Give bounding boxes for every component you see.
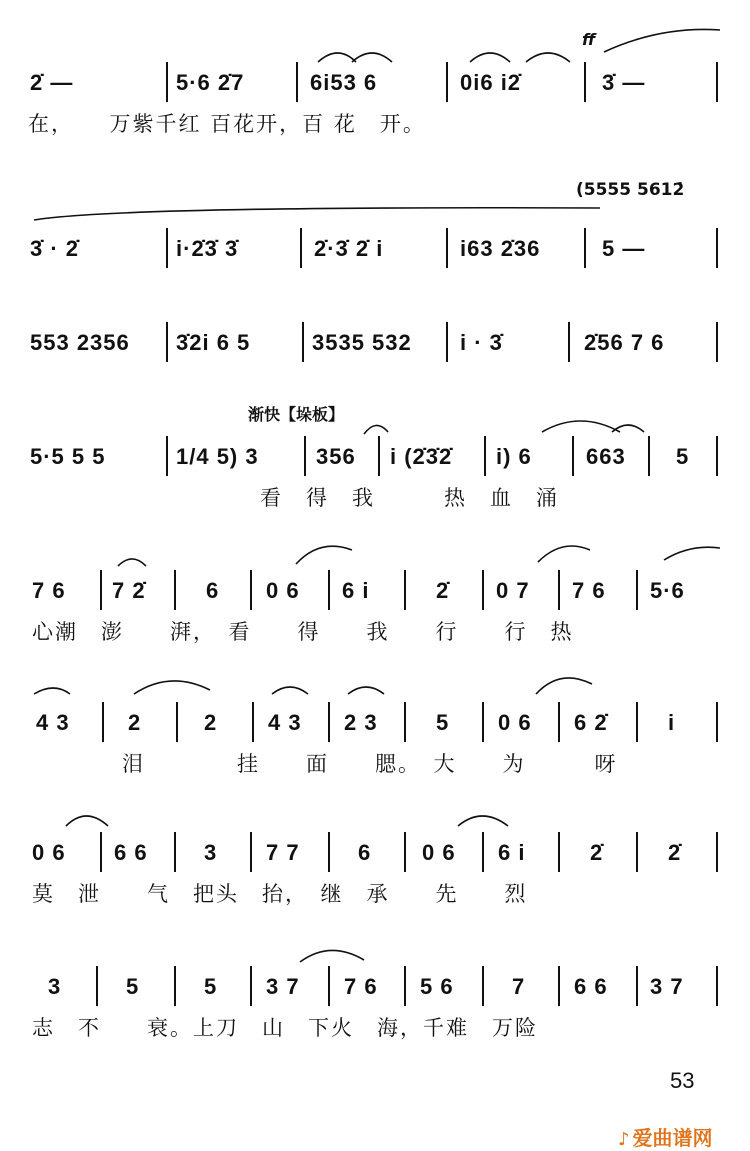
barline xyxy=(166,228,168,268)
measure: 5 6 xyxy=(420,974,454,999)
barline xyxy=(174,832,176,872)
slur xyxy=(300,950,364,962)
measure: i · 3̇ xyxy=(460,330,503,355)
measure: 7 6 xyxy=(344,974,378,999)
measure: i63 2̇36 xyxy=(460,236,541,261)
measure: 0 6 xyxy=(498,710,532,735)
barline xyxy=(328,570,330,610)
watermark-text: 爱曲谱网 xyxy=(632,1126,713,1150)
measure: 3 7 xyxy=(266,974,300,999)
barline xyxy=(572,436,574,476)
barline xyxy=(166,62,168,102)
barline xyxy=(648,436,650,476)
lyrics: 在， 万紫千红 百花开，百 花 开。 xyxy=(28,112,426,136)
measure: 0 6 xyxy=(32,840,66,865)
measure: 2̇ — xyxy=(30,70,74,95)
measure: 5 xyxy=(204,974,218,999)
slur xyxy=(664,547,720,560)
barline xyxy=(558,966,560,1006)
watermark-logo xyxy=(618,1122,713,1151)
music-note-icon: ♪ xyxy=(618,1129,630,1150)
lyrics: 心潮 澎 湃， 看 得 我 行 行 热 xyxy=(32,620,574,644)
barline xyxy=(482,570,484,610)
measure: 7 2̇ xyxy=(112,578,146,603)
measure: 6 xyxy=(206,578,220,603)
slur xyxy=(134,681,210,694)
measure: 6 xyxy=(358,840,372,865)
barline xyxy=(636,832,638,872)
measure: 0 6 xyxy=(266,578,300,603)
slur xyxy=(66,816,108,826)
barline xyxy=(304,436,306,476)
barline-end xyxy=(716,436,718,476)
page-number: 53 xyxy=(670,1068,695,1093)
slur xyxy=(364,425,388,434)
measure: 2 xyxy=(204,710,218,735)
measure: i xyxy=(668,710,676,735)
staff xyxy=(28,322,718,362)
barline-end xyxy=(716,832,718,872)
barline xyxy=(636,570,638,610)
measure: 7 7 xyxy=(266,840,300,865)
barline-end xyxy=(716,702,718,742)
staff xyxy=(28,570,718,610)
barline xyxy=(300,228,302,268)
barline xyxy=(636,966,638,1006)
slur xyxy=(612,425,644,432)
barline xyxy=(166,436,168,476)
staff xyxy=(28,436,718,476)
barline xyxy=(100,570,102,610)
barline xyxy=(446,62,448,102)
slur xyxy=(352,53,392,62)
barline xyxy=(568,322,570,362)
barline xyxy=(328,966,330,1006)
measure: 5 — xyxy=(602,236,646,261)
measure: 5·6 xyxy=(650,578,685,603)
measure: 1/4 5) 3 xyxy=(176,444,259,469)
bracket-annotation: (5555 5612̇ xyxy=(576,180,685,200)
measure: 663 xyxy=(586,444,626,469)
barline xyxy=(302,322,304,362)
staff xyxy=(28,966,718,1006)
measure: 3̇2i 6 5 xyxy=(176,330,251,355)
barline xyxy=(250,832,252,872)
barline xyxy=(174,966,176,1006)
lyrics: 志 不 衰。上刀 山 下火 海，千难 万险 xyxy=(32,1016,538,1040)
barline-end xyxy=(716,228,718,268)
barline xyxy=(296,62,298,102)
staff xyxy=(28,228,718,268)
measure: 6i53 6 xyxy=(310,70,378,95)
barline xyxy=(96,966,98,1006)
measure: 0 7 xyxy=(496,578,530,603)
measure: 553 2356 xyxy=(30,330,130,355)
slur xyxy=(118,559,146,566)
barline xyxy=(328,832,330,872)
measure: 2 xyxy=(128,710,142,735)
dynamic-marking: ff xyxy=(582,30,596,49)
measure: 2̇ xyxy=(590,840,604,865)
measure: 5·6 2̇7 xyxy=(176,70,245,95)
slur xyxy=(604,29,720,52)
measure: 0 6 xyxy=(422,840,456,865)
barline xyxy=(558,702,560,742)
slur xyxy=(458,816,508,826)
measure: 3 xyxy=(204,840,218,865)
staff xyxy=(28,832,718,872)
slur xyxy=(526,53,570,62)
barline xyxy=(482,966,484,1006)
measure: 3̇ · 2̇ xyxy=(30,236,80,261)
lyrics: 看 得 我 热 血 涌 xyxy=(260,486,559,510)
barline xyxy=(584,228,586,268)
barline xyxy=(176,702,178,742)
measure: 3535 532 xyxy=(312,330,412,355)
barline xyxy=(166,322,168,362)
slur xyxy=(296,546,352,564)
measure: 5 xyxy=(676,444,690,469)
measure: 6 6 xyxy=(574,974,608,999)
measure: 5 xyxy=(126,974,140,999)
barline xyxy=(252,702,254,742)
measure: 2̇·3̇ 2̇ i xyxy=(314,236,384,261)
barline xyxy=(446,322,448,362)
slur xyxy=(538,546,590,562)
barline xyxy=(482,832,484,872)
slur xyxy=(272,687,308,694)
measure: i) 6 xyxy=(496,444,532,469)
lyrics: 泪 挂 面 腮。 大 为 呀 xyxy=(122,752,618,776)
barline xyxy=(100,832,102,872)
slur xyxy=(470,53,510,62)
barline xyxy=(482,702,484,742)
measure: 7 6 xyxy=(572,578,606,603)
measure: 3 xyxy=(48,974,62,999)
staff xyxy=(28,702,718,742)
barline xyxy=(636,702,638,742)
barline xyxy=(446,228,448,268)
lyrics: 莫 泄 气 把头 抬， 继 承 先 烈 xyxy=(32,882,528,906)
measure: 6 6 xyxy=(114,840,148,865)
barline xyxy=(102,702,104,742)
measure: 2̇ xyxy=(436,578,450,603)
measure: 6 2̇ xyxy=(574,710,608,735)
measure: 2̇ xyxy=(668,840,682,865)
slur xyxy=(536,678,592,694)
barline xyxy=(250,966,252,1006)
slur xyxy=(34,688,70,694)
measure: 4 3 xyxy=(268,710,302,735)
barline xyxy=(584,62,586,102)
measure: 4 3 xyxy=(36,710,70,735)
measure: 2̇56 7 6 xyxy=(584,330,665,355)
barline-end xyxy=(716,322,718,362)
slur xyxy=(348,687,384,694)
barline xyxy=(404,966,406,1006)
measure: 5·5 5 5 xyxy=(30,444,106,469)
measure: 2 3 xyxy=(344,710,378,735)
measure: i (2̇3̇2̇ xyxy=(390,444,453,469)
barline xyxy=(558,570,560,610)
measure: 356 xyxy=(316,444,356,469)
measure: 3̇ — xyxy=(602,70,646,95)
slur xyxy=(542,421,620,432)
barline xyxy=(250,570,252,610)
barline xyxy=(558,832,560,872)
measure: i·2̇3̇ 3̇ xyxy=(176,236,239,261)
staff xyxy=(28,62,718,102)
measure: 7 6 xyxy=(32,578,66,603)
measure: 3 7 xyxy=(650,974,684,999)
barline xyxy=(484,436,486,476)
barline xyxy=(174,570,176,610)
barline xyxy=(404,570,406,610)
barline xyxy=(404,702,406,742)
measure: 5 xyxy=(436,710,450,735)
slur xyxy=(318,53,356,62)
measure: 7 xyxy=(512,974,526,999)
tempo-marking: 渐快【垛板】 xyxy=(248,405,345,424)
measure: 6 i xyxy=(498,840,526,865)
barline xyxy=(404,832,406,872)
barline-end xyxy=(716,966,718,1006)
measure: 6 i xyxy=(342,578,370,603)
barline xyxy=(328,702,330,742)
measure: 0i6 i2̇ xyxy=(460,70,522,95)
slur xyxy=(34,208,600,220)
barline xyxy=(378,436,380,476)
barline-end xyxy=(716,62,718,102)
